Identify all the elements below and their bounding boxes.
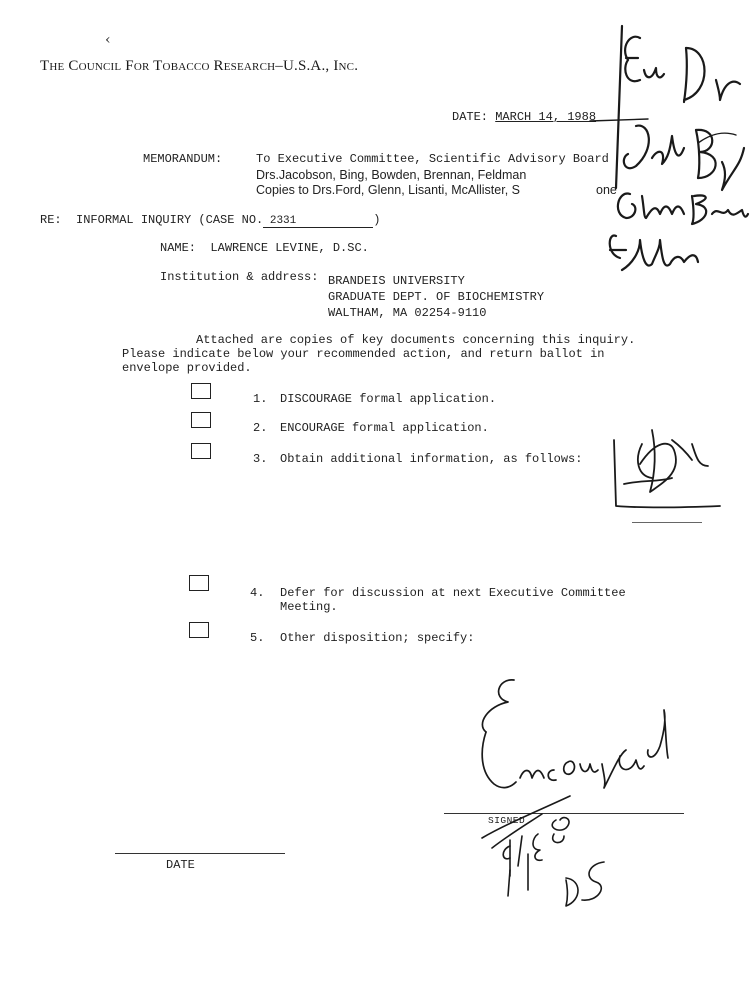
re-label: RE: — [40, 213, 62, 227]
option-4-text: Defer for discussion at next Executive Committee — [280, 586, 626, 600]
date-value: MARCH 14, 1988 — [495, 110, 597, 124]
option-3-number: 3. — [253, 452, 268, 466]
memo-recipients-line1: To Executive Committee, Scientific Advisory Board — [256, 152, 609, 166]
option-3-text: Obtain additional information, as follows: — [280, 452, 583, 466]
stray-mark: ‹ — [105, 32, 111, 48]
re-line — [40, 213, 380, 228]
name-label: NAME: — [160, 241, 197, 255]
institution-line1: BRANDEIS UNIVERSITY — [328, 274, 465, 288]
instructions-line3: envelope provided. — [122, 361, 252, 375]
option-5-text: Other disposition; specify: — [280, 631, 475, 645]
handwritten-margin-names — [600, 18, 750, 293]
memo-copies-tail: one — [596, 183, 617, 197]
checkbox-option-5[interactable] — [189, 622, 209, 638]
case-number — [263, 215, 373, 228]
option-2-number: 2. — [253, 421, 268, 435]
checkbox-option-1[interactable] — [191, 383, 211, 399]
date-bottom-label: DATE — [166, 858, 195, 872]
date-label: DATE: — [452, 110, 489, 124]
instructions-line2: Please indicate below your recommended action, and return ballot in — [122, 347, 605, 361]
checkbox-option-4[interactable] — [189, 575, 209, 591]
applicant-name — [160, 241, 369, 255]
re-close: ) — [373, 213, 381, 227]
letterhead: The Council For Tobacco Research–U.S.A., Inc. — [40, 58, 359, 74]
handwritten-initials-option-3 — [612, 420, 722, 515]
institution-label: Institution & address: — [160, 270, 319, 284]
case-number-value: 2331 — [269, 215, 297, 227]
memorandum-label: MEMORANDUM: — [143, 152, 223, 166]
checkbox-option-3[interactable] — [191, 443, 211, 459]
option-2-text: ENCOURAGE formal application. — [280, 421, 489, 435]
memo-recipients-line2: Drs.Jacobson, Bing, Bowden, Brennan, Feldman — [256, 168, 527, 182]
checkbox-option-2[interactable] — [191, 412, 211, 428]
option-5-number: 5. — [250, 631, 265, 645]
option-1-number: 1. — [253, 392, 268, 406]
option-4-text-line2: Meeting. — [280, 600, 338, 614]
signed-label: SIGNED — [488, 815, 526, 826]
date-signature-line — [115, 853, 285, 854]
re-text: INFORMAL INQUIRY (CASE NO. — [76, 213, 264, 227]
memo-date — [452, 110, 596, 124]
option-4-number: 4. — [250, 586, 265, 600]
instructions-line1: Attached are copies of key documents concerning this inquiry. — [196, 333, 636, 347]
annotation-rule — [632, 522, 702, 523]
name-value: LAWRENCE LEVINE, D.SC. — [210, 241, 369, 255]
handwritten-signature-date — [470, 790, 610, 910]
option-1-text: DISCOURAGE formal application. — [280, 392, 497, 406]
institution-line2: GRADUATE DEPT. OF BIOCHEMISTRY — [328, 290, 545, 304]
institution-line3: WALTHAM, MA 02254-9110 — [328, 306, 487, 320]
handwritten-strokes — [588, 113, 738, 153]
memo-copies-line: Copies to Drs.Ford, Glenn, Lisanti, McAllister, S — [256, 183, 520, 197]
